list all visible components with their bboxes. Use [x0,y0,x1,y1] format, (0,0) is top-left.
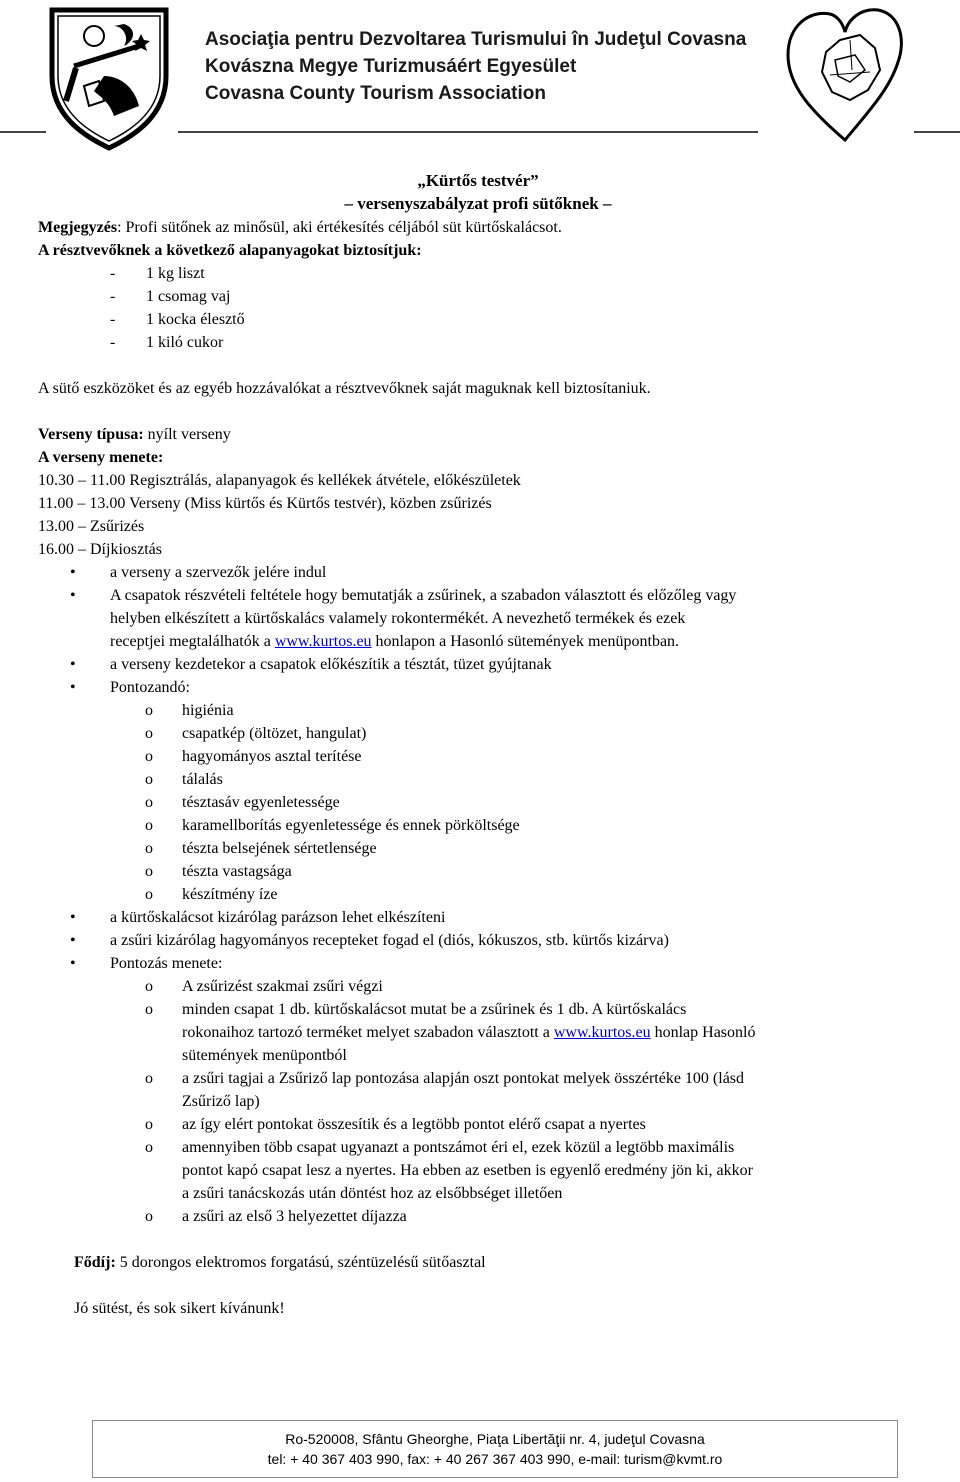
org-name-hungarian: Kovászna Megye Turizmusáért Egyesület [205,56,577,77]
heart-map-logo-icon [780,0,910,148]
schedule-item: 10.30 – 11.00 Regisztrálás, alapanyagok és kellékek átvétele, előkészületek [38,472,521,489]
footer-contact [92,1420,898,1478]
note-text: : Profi sütőnek az minősül, aki értékesítés céljából süt kürtőskalácsot. [117,219,562,236]
org-name-romanian: Asociaţia pentru Dezvoltarea Turismului în Judeţul Covasna [205,29,747,50]
list-item: o csapatkép (öltözet, hangulat) [38,722,918,745]
list-item: o készítmény íze [38,883,918,906]
header-rule-left [0,131,46,133]
rules-list [38,561,918,1228]
list-item: o higiénia [38,699,918,722]
list-item: o az így elért pontokat összesítik és a legtöbb pontot elérő csapat a nyertes [38,1113,918,1136]
list-item: o a zsűri tagjai a Zsűriző lap pontozása alapján oszt pontokat melyek összértéke 100 (lásd Zsűriző lap) [38,1067,918,1113]
document-body [38,170,918,1320]
schedule-item: 11.00 – 13.00 Verseny (Miss kürtős és Kürtős testvér), közben zsűrizés [38,495,492,512]
tools-paragraph: A sütő eszközöket és az egyéb hozzávalókat a résztvevőknek saját maguknak kell biztosítaniuk. [38,380,651,397]
list-item: - 1 csomag vaj [110,288,231,305]
list-item: o karamellborítás egyenletessége és ennek pörköltsége [38,814,918,837]
list-item: - 1 kg liszt [110,265,205,282]
list-item: • A csapatok részvételi feltétele hogy bemutatják a zsűrinek, a szabadon választott és előzőleg vagy helyben elkészített a kürtőskalács valamely rokontermékét. A nevezhető termékek és ezek receptjei megtalálhatók a www.kurtos.eu honlapon a Hasonló sütemények menüpontban. [38,584,918,653]
list-item: • a verseny a szervezők jelére indul [38,561,918,584]
list-item: o tészta vastagsága [38,860,918,883]
list-item: o tálalás [38,768,918,791]
county-coat-of-arms-icon [44,6,174,152]
scoring-criteria-list [110,699,918,906]
contest-flow-heading: A verseny menete: [38,449,164,466]
list-item: - 1 kocka élesztő [110,311,245,328]
header-rule-middle [178,131,758,133]
ingredients-heading: A résztvevőknek a következő alapanyagokat biztosítjuk: [38,242,422,259]
document-subtitle: – versenyszabályzat profi sütőknek – [344,194,612,213]
kurtos-website-link[interactable]: www.kurtos.eu [274,633,372,650]
list-item: • Pontozandó: o higiénia o csapatkép (öltözet, hangulat) o hagyományos asztal terítése o tálalás o tésztasáv egyenletessége o karamellborítás egyenletessége és ennek pörköltsége o tészta belsejének sértetlensége o tészta vastagsága o készítmény íze [38,676,918,906]
list-item: • a zsűri kizárólag hagyományos recepteket fogad el (diós, kókuszos, stb. kürtős kizárva) [38,929,918,952]
list-item: o hagyományos asztal terítése [38,745,918,768]
contest-type: Verseny típusa: nyílt verseny [38,426,231,443]
letterhead [0,0,960,150]
scoring-process-list [110,975,918,1228]
list-item: o tésztasáv egyenletessége [38,791,918,814]
schedule-item: 16.00 – Díjkiosztás [38,541,162,558]
schedule-item: 13.00 – Zsűrizés [38,518,145,535]
note-label: Megjegyzés [38,219,118,236]
list-item: • a kürtőskalácsot kizárólag parázson lehet elkészíteni [38,906,918,929]
list-item: o amennyiben több csapat ugyanazt a pontszámot éri el, ezek közül a legtöbb maximális pontot kapó csapat lesz a nyertes. Ha ebben az esetben is egyenlő eredmény jön ki, akkor a zsűri tanácskozás után döntést hoz az elsőbbséget illetően [38,1136,918,1205]
list-item: • a verseny kezdetekor a csapatok előkészítik a tésztát, tüzet gyújtanak [38,653,918,676]
main-prize: Fődíj: 5 dorongos elektromos forgatású, széntüzelésű sütőasztal [74,1254,486,1271]
list-item: o tészta belsejének sértetlensége [38,837,918,860]
list-item: o a zsűri az első 3 helyezettet díjazza [38,1205,918,1228]
header-rule-right [914,131,960,133]
list-item: o minden csapat 1 db. kürtőskalácsot mutat be a zsűrinek és 1 db. A kürtőskalács rokonaihoz tartozó terméket melyet szabadon választott a www.kurtos.eu honlap Hasonló sütemények menüpontból [38,998,918,1067]
list-item: - 1 kiló cukor [110,334,224,351]
organization-name [205,26,746,107]
footer-phone-email: tel: + 40 367 403 990, fax: + 40 267 367 403 990, e-mail: turism@kvmt.ro [267,1451,723,1467]
list-item: • Pontozás menete: o A zsűrizést szakmai zsűri végzi o minden csapat 1 db. kürtőskalácsot mutat be a zsűrinek és 1 db. A kürtőskalács rokonaihoz tartozó terméket melyet szabadon választott a www.kurtos.eu honlap Hasonló sütemények menüpontból o a zsűri tagjai a Zsűriző lap pontozása alapján oszt pontokat melyek összértéke 100 (lásd Zsűriző lap) o az így elért pontokat összesítik és a legtöbb pontot elérő csapat a nyertes o amennyiben több csapat ugyanazt a pontszámot éri el, ezek közül a legtöbb maximális pontot kapó csapat lesz a nyertes. Ha ebben az esetben is egyenlő eredmény jön ki, akkor a zsűri tanácskozás után döntést hoz az elsőbbséget illetően o a zsűri az első 3 helyezettet díjazza [38,952,918,1228]
document-title: „Kürtős testvér” [417,171,539,190]
note-paragraph [38,216,918,239]
kurtos-website-link[interactable]: www.kurtos.eu [553,1024,651,1041]
org-name-english: Covasna County Tourism Association [205,83,546,104]
list-item: o A zsűrizést szakmai zsűri végzi [38,975,918,998]
footer-address: Ro-520008, Sfântu Gheorghe, Piaţa Libertăţii nr. 4, judeţul Covasna [285,1431,705,1447]
closing-text: Jó sütést, és sok sikert kívánunk! [74,1300,285,1317]
